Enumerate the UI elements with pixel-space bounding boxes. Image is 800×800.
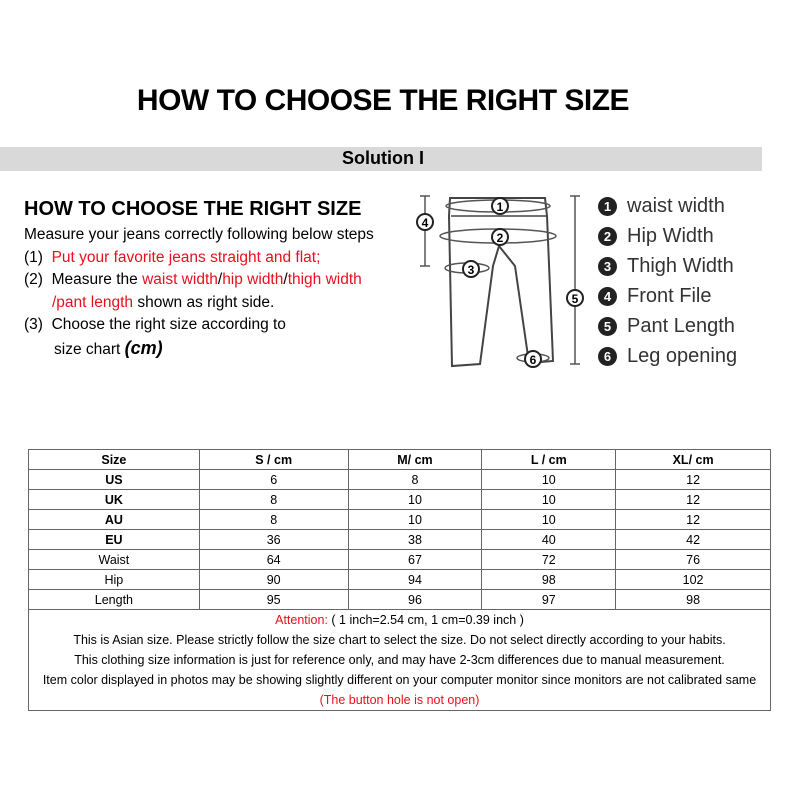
table-cell: 10 (348, 490, 482, 510)
table-cell: 72 (482, 550, 616, 570)
legend-label: Pant Length (627, 314, 735, 337)
table-cell: 10 (348, 510, 482, 530)
number-icon: 6 (598, 347, 617, 366)
legend-item-pant-length (598, 311, 737, 341)
solution-label: Solution I (342, 148, 424, 168)
table-cell: 94 (348, 570, 482, 590)
note-asian-size: This is Asian size. Please strictly follow the size chart to select the size. Do not select directly according to your habits. (73, 633, 726, 647)
step-2-hip: hip width (222, 271, 284, 288)
marker-1 (492, 198, 508, 214)
marker-5 (567, 290, 583, 306)
table-cell: 36 (199, 530, 348, 550)
table-header-row (29, 450, 771, 470)
instructions-intro: Measure your jeans correctly following below steps (24, 226, 374, 243)
step-3 (24, 314, 414, 337)
table-cell: 10 (482, 510, 616, 530)
note-button-hole: (The button hole is not open) (319, 693, 480, 707)
step-2 (24, 269, 414, 292)
note-color: Item color displayed in photos may be showing slightly different on your computer monitor since monitors are not calibrated same (42, 673, 757, 687)
step-2-tail: shown as right side. (137, 293, 275, 311)
row-label: EU (29, 530, 200, 550)
table-cell: 12 (616, 490, 771, 510)
pants-diagram (405, 186, 595, 376)
table-cell: 40 (482, 530, 616, 550)
table-cell: 64 (199, 550, 348, 570)
table-cell: 42 (616, 530, 771, 550)
step-1-text: Put your favorite jeans straight and flat; (51, 248, 321, 266)
marker-3 (463, 261, 479, 277)
legend-label: Thigh Width (627, 254, 734, 277)
step-3-number: (3) (24, 316, 43, 333)
legend-item-front-file (598, 281, 737, 311)
measurement-legend (598, 191, 737, 371)
marker-2 (492, 229, 508, 245)
instructions (24, 198, 414, 361)
table-row (29, 510, 771, 530)
step-3-text-2: size chart (54, 340, 121, 358)
svg-text:2: 2 (496, 231, 504, 245)
header-cell: XL/ cm (616, 450, 771, 470)
row-label: US (29, 470, 200, 490)
header-cell: L / cm (482, 450, 616, 470)
table-row (29, 570, 771, 590)
legend-label: waist width (627, 194, 725, 217)
notes-row (29, 610, 771, 711)
step-2-slash: / (217, 271, 223, 288)
step-3-text: Choose the right size according to (51, 316, 286, 333)
table-row (29, 590, 771, 610)
number-icon: 4 (598, 287, 617, 306)
table-cell: 12 (616, 470, 771, 490)
legend-item-thigh (598, 251, 737, 281)
step-2-waist: waist width (142, 271, 218, 288)
table-cell: 97 (482, 590, 616, 610)
svg-text:4: 4 (421, 216, 429, 230)
table-row (29, 470, 771, 490)
svg-text:6: 6 (529, 353, 537, 367)
header-cell: M/ cm (348, 450, 482, 470)
header-cell: S / cm (199, 450, 348, 470)
table-cell: 38 (348, 530, 482, 550)
step-2-slash: / (283, 271, 288, 288)
legend-item-waist (598, 191, 737, 221)
step-1-number: (1) (24, 248, 43, 266)
row-label: Waist (29, 550, 200, 570)
legend-label: Leg opening (627, 344, 738, 367)
number-icon: 1 (598, 197, 617, 216)
notes-cell (29, 610, 771, 711)
table-cell: 96 (348, 590, 482, 610)
size-chart-table (28, 449, 771, 711)
header-cell: Size (29, 450, 200, 470)
table-cell: 12 (616, 510, 771, 530)
table-cell: 76 (616, 550, 771, 570)
table-cell: 90 (199, 570, 348, 590)
attention-line (29, 610, 770, 630)
step-3-unit: (cm) (124, 337, 163, 358)
table-row (29, 530, 771, 550)
table-cell: 8 (199, 510, 348, 530)
legend-label: Hip Width (627, 224, 714, 247)
legend-label: Front File (627, 284, 712, 307)
table-cell: 102 (616, 570, 771, 590)
table-cell: 98 (482, 570, 616, 590)
table-cell: 67 (348, 550, 482, 570)
number-icon: 2 (598, 227, 617, 246)
row-label: AU (29, 510, 200, 530)
number-icon: 3 (598, 257, 617, 276)
table-row (29, 550, 771, 570)
page-title: HOW TO CHOOSE THE RIGHT SIZE (136, 84, 630, 117)
attention-text: ( 1 inch=2.54 cm, 1 cm=0.39 inch ) (327, 613, 524, 627)
table-cell: 6 (199, 470, 348, 490)
instructions-heading: HOW TO CHOOSE THE RIGHT SIZE (24, 198, 362, 220)
attention-label: Attention: (275, 613, 328, 627)
table-cell: 10 (482, 490, 616, 510)
legend-item-hip (598, 221, 737, 251)
svg-text:3: 3 (467, 263, 475, 277)
marker-4 (417, 214, 433, 230)
table-cell: 10 (482, 470, 616, 490)
step-2-number: (2) (24, 271, 43, 288)
step-2-pant: /pant length (52, 293, 134, 311)
pants-outline (449, 198, 553, 366)
marker-6 (525, 351, 541, 367)
legend-item-leg-opening (598, 341, 737, 371)
row-label: UK (29, 490, 200, 510)
table-cell: 8 (348, 470, 482, 490)
table-cell: 8 (199, 490, 348, 510)
step-3-cont (24, 337, 414, 362)
table-row (29, 490, 771, 510)
step-1 (24, 247, 414, 270)
table-cell: 98 (616, 590, 771, 610)
row-label: Length (29, 590, 200, 610)
svg-text:1: 1 (496, 200, 504, 214)
step-2-cont (24, 292, 414, 315)
table-cell: 95 (199, 590, 348, 610)
step-2-thigh: thigh width (287, 271, 362, 288)
step-2-measure: Measure the (51, 271, 138, 288)
number-icon: 5 (598, 317, 617, 336)
row-label: Hip (29, 570, 200, 590)
svg-text:5: 5 (571, 292, 579, 306)
note-reference: This clothing size information is just for reference only, and may have 2-3cm differences due to manual measurement. (74, 653, 725, 667)
